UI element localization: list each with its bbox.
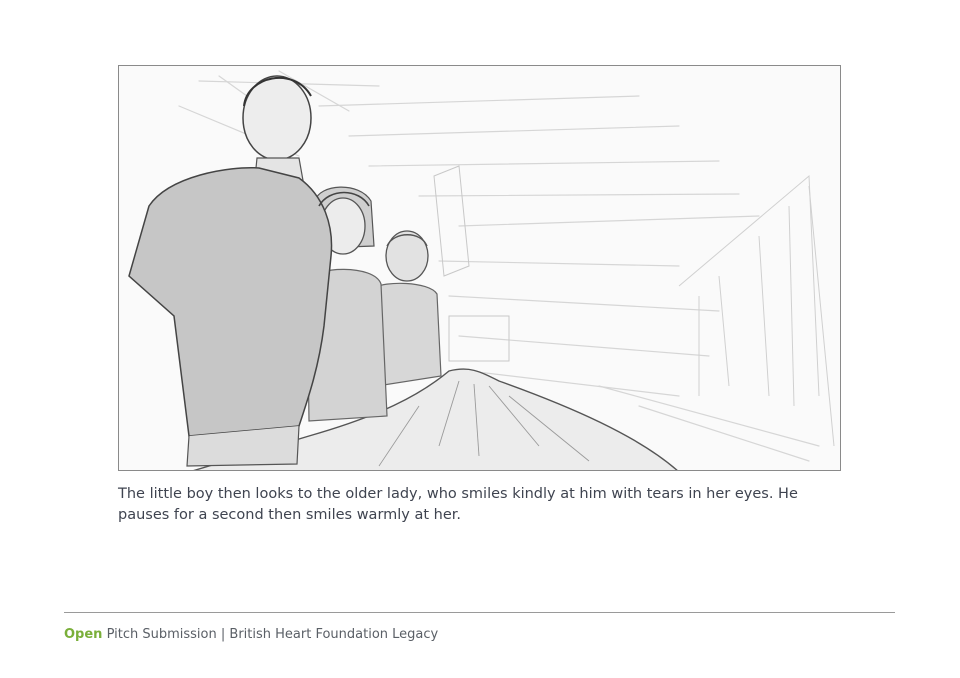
storyboard-caption: The little boy then looks to the older lady, who smiles kindly at him with tears in her eyes. He pauses for a second then smiles warmly at her.	[118, 486, 798, 523]
storyboard-sketch	[119, 66, 841, 471]
footer-client: British Heart Foundation Legacy	[229, 627, 439, 642]
footer-separator: |	[220, 627, 226, 642]
footer-title: Pitch Submission	[106, 627, 217, 642]
storyboard-frame	[118, 65, 841, 471]
footer-brand: Open	[64, 627, 103, 642]
page-footer	[64, 627, 438, 642]
footer-divider	[64, 612, 895, 613]
